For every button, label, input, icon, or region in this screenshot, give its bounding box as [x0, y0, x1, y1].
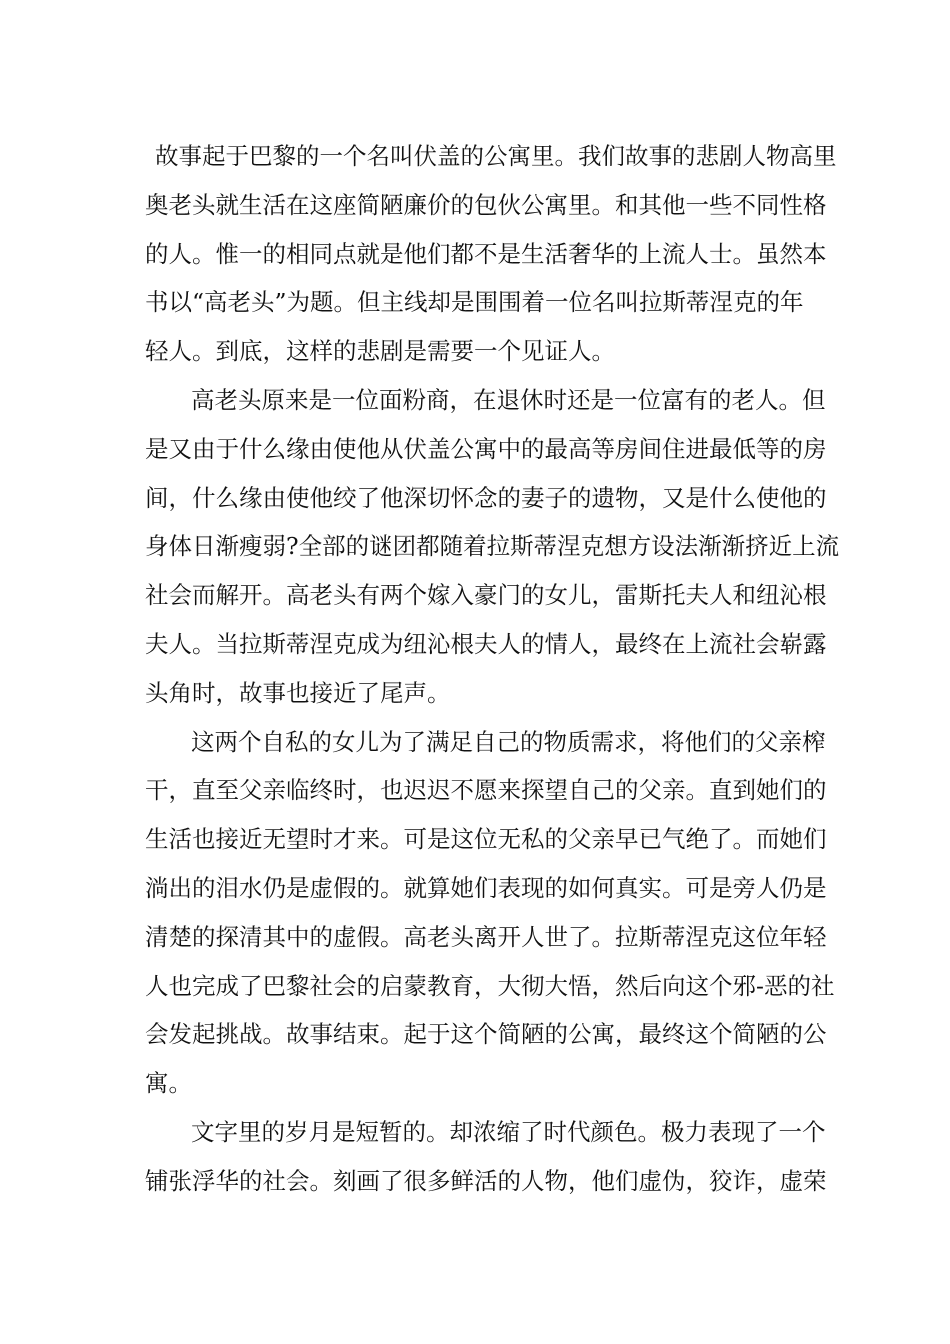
paragraph-line: 轻人。到底，这样的悲剧是需要一个见证人。 [145, 337, 615, 366]
paragraph-line: 间，什么缘由使他绞了他深切怀念的妻子的遗物，又是什么使他的 [145, 483, 827, 512]
paragraph-line: 奥老头就生活在这座简陋廉价的包伙公寓里。和其他一些不同性格 [145, 190, 827, 219]
paragraph-line: 是又由于什么缘由使他从伏盖公寓中的最高等房间住进最低等的房 [145, 434, 827, 463]
paragraph-line: 人也完成了巴黎社会的启蒙教育，大彻大悟，然后向这个邪-恶的社 [145, 971, 835, 1000]
paragraph-line: 清楚的探清其中的虚假。高老头离开人世了。拉斯蒂涅克这位年轻 [145, 922, 827, 951]
paragraph-line: 的人。惟一的相同点就是他们都不是生活奢华的上流人士。虽然本 [145, 239, 827, 268]
paragraph-3 [145, 718, 835, 1108]
paragraph-line: 身体日渐瘦弱?全部的谜团都随着拉斯蒂涅克想方设法渐渐挤近上流 [145, 532, 840, 561]
paragraph-4 [145, 1108, 827, 1206]
paragraph-line: 淌出的泪水仍是虚假的。就算她们表现的如何真实。可是旁人仍是 [145, 873, 827, 902]
paragraph-line: 书以“高老头”为题。但主线却是围围着一位名叫拉斯蒂涅克的年 [145, 288, 804, 317]
paragraph-line: 这两个自私的女儿为了满足自己的物质需求，将他们的父亲榨 [191, 727, 826, 756]
paragraph-line: 铺张浮华的社会。刻画了很多鲜活的人物，他们虚伪，狡诈，虚荣 [145, 1166, 827, 1195]
paragraph-line: 寓。 [145, 1069, 192, 1098]
paragraph-line: 文字里的岁月是短暂的。却浓缩了时代颜色。极力表现了一个 [191, 1117, 826, 1146]
paragraph-line: 头角时，故事也接近了尾声。 [145, 678, 451, 707]
paragraph-1 [145, 132, 837, 376]
paragraph-line: 夫人。当拉斯蒂涅克成为纽沁根夫人的情人，最终在上流社会崭露 [145, 629, 827, 658]
paragraph-line: 生活也接近无望时才来。可是这位无私的父亲早已气绝了。而她们 [145, 825, 827, 854]
paragraph-2 [145, 376, 840, 718]
paragraph-line: 会发起挑战。故事结束。起于这个简陋的公寓，最终这个简陋的公 [145, 1020, 827, 1049]
paragraph-line: 干，直至父亲临终时，也迟迟不愿来探望自己的父亲。直到她们的 [145, 776, 827, 805]
paragraph-line: 故事起于巴黎的一个名叫伏盖的公寓里。我们故事的悲剧人物高里 [155, 142, 837, 170]
paragraph-line: 社会而解开。高老头有两个嫁入豪门的女儿，雷斯托夫人和纽沁根 [145, 581, 827, 610]
body-text [145, 132, 840, 1206]
paragraph-line: 高老头原来是一位面粉商，在退休时还是一位富有的老人。但 [191, 385, 826, 414]
